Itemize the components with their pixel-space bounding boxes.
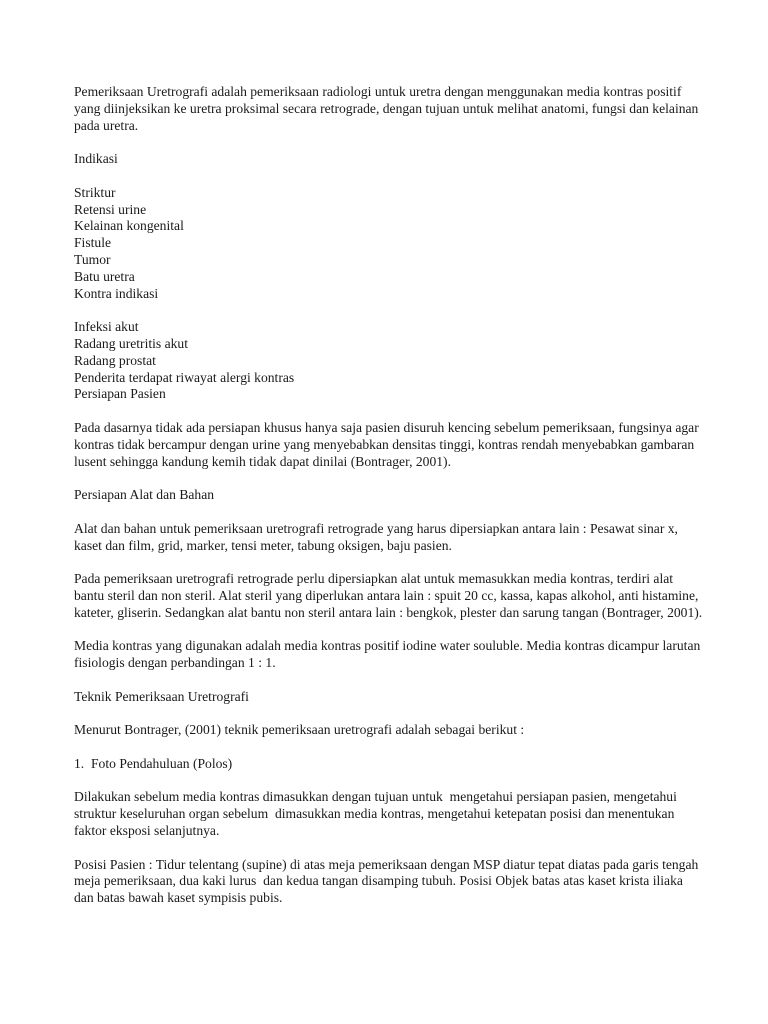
list-item: Radang prostat — [74, 352, 156, 368]
list-item: Batu uretra — [74, 268, 135, 284]
persiapan-pasien-paragraph: Pada dasarnya tidak ada persiapan khusus hanya saja pasien disuruh kencing sebelum pemeriksaan, fungsinya agar kontras tidak bercampur dengan urine yang menyebabkan densitas tinggi, kontras rendah menyebabkan gambaran lusent sehingga kandung kemih tidak dapat dinilai (Bontrager, 2001). — [74, 419, 699, 469]
list-item: Fistule — [74, 235, 112, 251]
list-item: Retensi urine — [74, 201, 147, 217]
list-item: Kontra indikasi — [74, 285, 159, 301]
teknik-intro-paragraph: Menurut Bontrager, (2001) teknik pemeriksaan uretrografi adalah sebagai berikut : — [74, 722, 525, 738]
alat-steril-paragraph: Pada pemeriksaan uretrografi retrograde perlu dipersiapkan alat untuk memasukkan media kontras, terdiri alat bantu steril dan non steril. Alat steril yang diperlukan antara lain : spuit 20 cc, kassa, kapas alkohol, anti histamine, kateter, gliserin. Sedangkan alat bantu non steril antara lain : bengkok, plester dan sarung tangan (Bontrager, 2001). — [74, 571, 703, 620]
alat-bahan-paragraph: Alat dan bahan untuk pemeriksaan uretrografi retrograde yang harus dipersiapkan antara lain : Pesawat sinar x, kaset dan film, grid, marker, tensi meter, tabung oksigen, baju pasien. — [74, 520, 678, 553]
posisi-pasien-paragraph: Posisi Pasien : Tidur telentang (supine) di atas meja pemeriksaan dengan MSP diatur tepat diatas pada garis tengah meja pemeriksaan, dua kaki lurus dan kedua tangan disamping tubuh. Posisi Objek batas atas kaset krista iliaka dan batas bawah kaset sympisis pubis. — [74, 856, 699, 906]
list-item: Striktur — [74, 184, 116, 200]
persiapan-alat-heading: Persiapan Alat dan Bahan — [74, 487, 215, 503]
document-body — [74, 84, 704, 907]
list-item: Persiapan Pasien — [74, 386, 166, 402]
list-item: Infeksi akut — [74, 319, 139, 335]
list-item: Radang uretritis akut — [74, 335, 189, 351]
list-item: Kelainan kongenital — [74, 218, 184, 234]
media-kontras-paragraph: Media kontras yang digunakan adalah media kontras positif iodine water souluble. Media kontras dicampur larutan fisiologis dengan perbandingan 1 : 1. — [74, 638, 701, 671]
intro-paragraph: Pemeriksaan Uretrografi adalah pemeriksaan radiologi untuk uretra dengan menggunakan media kontras positif yang diinjeksikan ke uretra proksimal secara retrograde, dengan tujuan untuk melihat anatomi, fungsi dan kelainan pada uretra. — [74, 84, 699, 133]
foto-pendahuluan-paragraph: Dilakukan sebelum media kontras dimasukkan dengan tujuan untuk mengetahui persiapan pasien, mengetahui struktur keseluruhan organ sebelum dimasukkan media kontras, mengetahui ketepatan posisi dan menentukan faktor eksposi selanjutnya. — [74, 789, 677, 839]
list-item: Tumor — [74, 251, 111, 267]
indikasi-heading: Indikasi — [74, 151, 118, 167]
list-item: Penderita terdapat riwayat alergi kontras — [74, 369, 295, 385]
teknik-heading: Teknik Pemeriksaan Uretrografi — [74, 688, 249, 704]
foto-pendahuluan-heading: 1. Foto Pendahuluan (Polos) — [74, 755, 233, 771]
